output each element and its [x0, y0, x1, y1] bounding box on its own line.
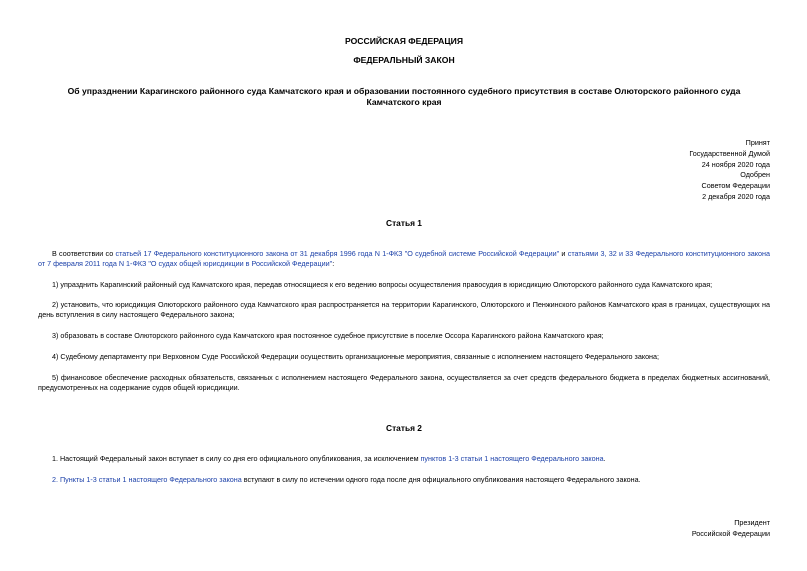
article1-point5: 5) финансовое обеспечение расходных обязательств, связанных с исполнением настоящего Федерального закона, осуществляется за счет средств федерального бюджета в пределах бюджетных ассигнований, предусмотренных на содержание судов общей юрисдикции.: [38, 373, 770, 392]
law-type-heading: ФЕДЕРАЛЬНЫЙ ЗАКОН: [353, 55, 455, 65]
points-1-3-link[interactable]: пунктов 1-3 статьи 1 настоящего Федерального закона: [420, 454, 604, 463]
fkz-2011-link[interactable]: статьями 3, 32 и 33 Федерального конституционного закона от 7 февраля 2011 года N 1-ФКЗ "О судах общей юрисдикции в Российской Федерации": [38, 249, 770, 268]
adoption-line: 2 декабря 2020 года: [702, 191, 770, 201]
intro-text: :: [332, 259, 335, 268]
point-text: 1. Настоящий Федеральный закон вступает в силу со дня его официального опубликования, за исключением: [52, 454, 421, 463]
adoption-line: Государственной Думой: [689, 148, 770, 158]
adoption-line: 24 ноября 2020 года: [701, 159, 770, 169]
adoption-line: Принят: [745, 138, 770, 147]
article1-intro: [38, 249, 770, 269]
point-text: .: [603, 454, 606, 463]
law-title-line2: Камчатского края: [366, 97, 442, 107]
article2-point1: [38, 454, 770, 464]
adoption-line: Советом Федерации: [701, 181, 770, 191]
adoption-line: Одобрен: [740, 170, 770, 180]
signature-line: Президент: [734, 518, 770, 527]
article2-point2: [38, 475, 770, 485]
points-1-3-link[interactable]: 2. Пункты 1-3 статьи 1 настоящего Федерального закона: [52, 475, 242, 484]
article1-point3: 3) образовать в составе Олюторского районного суда Камчатского края постоянное судебное присутствие в поселке Оссора Карагинского района Камчатского края;: [52, 331, 604, 340]
fkz-1996-link[interactable]: статьей 17 Федерального конституционного закона от 31 декабря 1996 года N 1-ФКЗ "О судебной системе Российской Федерации": [115, 249, 560, 258]
intro-text: и: [559, 249, 568, 258]
article1-heading: Статья 1: [386, 218, 422, 228]
law-document: [38, 0, 770, 571]
article1-point4: 4) Судебному департаменту при Верховном Суде Российской Федерации осуществить организационные мероприятия, связанные с исполнением настоящего Федерального закона;: [52, 352, 660, 361]
law-title-line1: Об упразднении Карагинского районного суда Камчатского края и образовании постоянного судебного присутствия в составе Олюторского районного суда: [67, 86, 741, 96]
federation-heading: РОССИЙСКАЯ ФЕДЕРАЦИЯ: [344, 36, 464, 46]
article1-point2: 2) установить, что юрисдикция Олюторского районного суда Камчатского края распространяется на территории Карагинского, Олюторского и Пенжинского районов Камчатского края в границах, существующих на день вступления в силу настоящего Федерального закона;: [38, 300, 770, 319]
signature-block: [692, 517, 770, 539]
adoption-block: [689, 138, 770, 203]
point-text: вступают в силу по истечении одного года после дня официального опубликования настоящего Федерального закона.: [241, 475, 641, 484]
intro-text: В соответствии со: [52, 249, 116, 258]
article1-point1: 1) упразднить Карагинский районный суд Камчатского края, передав относящиеся к его ведению вопросы осуществления правосудия в юрисдикцию Олюторского районного суда Камчатского края;: [52, 280, 713, 289]
signature-line: Российской Федерации: [691, 529, 770, 538]
article2-heading: Статья 2: [386, 423, 422, 433]
law-title: [38, 86, 770, 108]
